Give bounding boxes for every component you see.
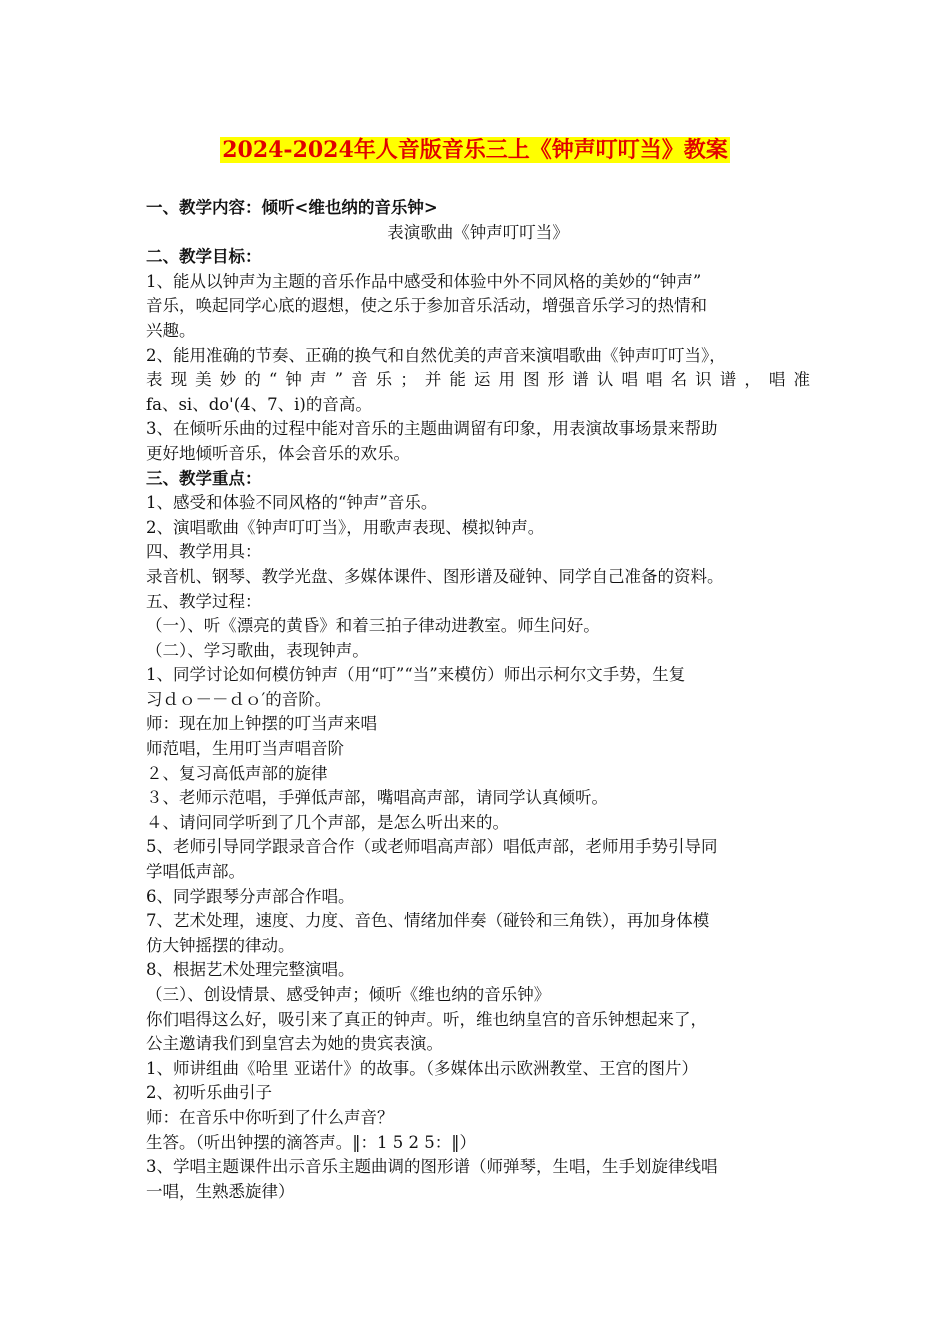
text-line: 习ｄｏ－－ｄｏ′的音阶。 [146,689,332,709]
text-line: 2、演唱歌曲《钟声叮叮当》，用歌声表现、模拟钟声。 [146,517,545,537]
text-line: fa、si、do'(4、7、i)的音高。 [146,394,372,414]
text-line: 1、感受和体验不同风格的“钟声”音乐。 [146,493,438,513]
text-line: 录音机、钢琴、教学光盘、多媒体课件、图形谱及碰钟、同学自己准备的资料。 [146,566,724,586]
text-line: 生答。（听出钟摆的滴答声。‖：1 5 2 5：‖） [146,1132,476,1152]
text-line: ２、复习高低声部的旋律 [146,763,328,783]
section-heading: 三、教学重点： [146,468,262,488]
text-line: 2、能用准确的节奏、正确的换气和自然优美的声音来演唱歌曲《钟声叮叮当》， [146,345,726,365]
section-heading: 一、教学内容：倾听<维也纳的音乐钟> [146,198,438,217]
text-line: 5、老师引导同学跟录音合作（或老师唱高声部）唱低声部，老师用手势引导同 [146,837,718,857]
text-line: 学唱低声部。 [146,862,245,882]
text-line: 仿大钟摇摆的律动。 [146,935,295,955]
text-line: 3、在倾听乐曲的过程中能对音乐的主题曲调留有印象，用表演故事场景来帮助 [146,419,718,439]
text-line: 师：现在加上钟摆的叮当声来唱 [146,714,377,734]
document-body [146,196,810,1204]
section-heading: 二、教学目标： [146,247,262,267]
title-highlight: 2024-2024年人音版音乐三上《钟声叮叮当》教案 [222,137,728,163]
text-line: 2、初听乐曲引子 [146,1083,272,1103]
text-line: 兴趣。 [146,320,196,340]
text-line: （二）、学习歌曲，表现钟声。 [146,640,369,660]
text-line: 师范唱，生用叮当声唱音阶 [146,739,344,759]
text-line: （一）、听《漂亮的黄昏》和着三拍子律动进教室。师生问好。 [146,616,600,636]
text-line: 1、师讲组曲《哈里 亚诺什》的故事。（多媒体出示欧洲教堂、王宫的图片） [146,1058,698,1078]
text-line: 1、能从以钟声为主题的音乐作品中感受和体验中外不同风格的美妙的“钟声” [146,271,702,291]
document-title [0,134,950,166]
section-heading: 四、教学用具： [146,542,262,562]
text-line: ３、老师示范唱，手弹低声部，嘴唱高声部，请同学认真倾听。 [146,788,608,808]
text-line: 你们唱得这么好，吸引来了真正的钟声。听，维也纳皇宫的音乐钟想起来了， [146,1009,707,1029]
text-line: 一唱，生熟悉旋律） [146,1181,295,1201]
text-line: 8、根据艺术处理完整演唱。 [146,960,355,980]
text-line: 更好地倾听音乐，体会音乐的欢乐。 [146,443,410,463]
text-line: ４、请问同学听到了几个声部，是怎么听出来的。 [146,812,509,832]
text-line: 7、艺术处理，速度、力度、音色、情绪加伴奏（碰铃和三角铁），再加身体模 [146,911,710,931]
text-line: 3、学唱主题课件出示音乐主题曲调的图形谱（师弹琴，生唱，生手划旋律线唱 [146,1157,718,1177]
text-line: 师：在音乐中你听到了什么声音？ [146,1107,394,1127]
text-line: 音乐，唤起同学心底的遐想，使之乐于参加音乐活动，增强音乐学习的热情和 [146,296,707,316]
text-line: 公主邀请我们到皇宫去为她的贵宾表演。 [146,1034,443,1054]
text-line: （三）、创设情景、感受钟声；倾听《维也纳的音乐钟》 [146,985,551,1004]
text-line: 表演歌曲《钟声叮叮当》 [387,222,569,242]
text-line: 表现美妙的“钟声”音乐；并能运用图形谱认唱唱名识谱，唱准 [146,370,810,390]
text-line: 6、同学跟琴分声部合作唱。 [146,886,355,906]
text-line: 1、同学讨论如何模仿钟声（用“叮”“当”来模仿）师出示柯尔文手势，生复 [146,665,686,685]
section-heading: 五、教学过程： [146,591,262,611]
